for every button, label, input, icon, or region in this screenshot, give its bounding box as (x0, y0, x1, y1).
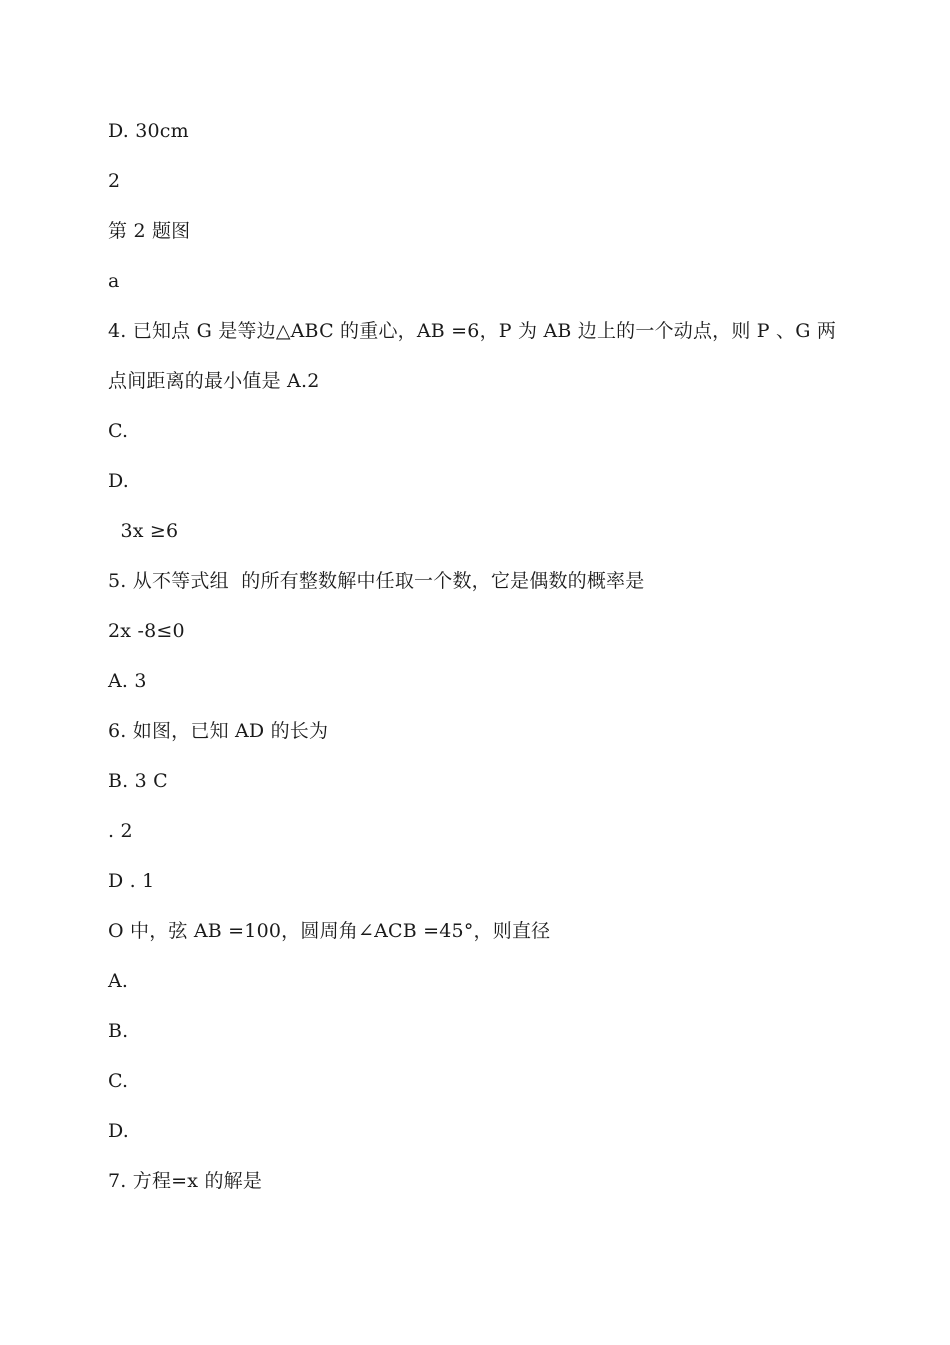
question-6-option-a: A. (108, 970, 129, 992)
text-line-figure-label-a: a (108, 270, 120, 292)
question-7-text: 7. 方程=x 的解是 (108, 1170, 263, 1192)
question-6-text-continued: O 中，弦 AB =100，圆周角∠ACB =45°，则直径 (108, 920, 551, 942)
question-4-option-c: C. (108, 420, 129, 442)
inequality-line-2: 2x -8≤0 (108, 620, 185, 642)
question-5-option-c-value: . 2 (108, 820, 133, 842)
question-6-text: 6. 如图，已知 AD 的长为 (108, 720, 329, 742)
inequality-line-1: 3x ≥6 (108, 520, 179, 542)
question-5-option-b-c: B. 3 C (108, 770, 168, 792)
text-line-figure-number: 2 (108, 170, 121, 192)
question-6-option-c: C. (108, 1070, 129, 1092)
question-4-text: 4. 已知点 G 是等边△ABC 的重心，AB =6，P 为 AB 边上的一个动点，则 P 、G 两 (108, 320, 837, 342)
text-line-option-d-30cm: D. 30cm (108, 120, 189, 142)
question-6-option-b: B. (108, 1020, 129, 1042)
question-5-option-d: D . 1 (108, 870, 155, 892)
question-4-text-continued: 点间距离的最小值是 A.2 (108, 370, 320, 392)
question-6-option-d: D. (108, 1120, 129, 1142)
question-5-text: 5. 从不等式组 的所有整数解中任取一个数，它是偶数的概率是 (108, 570, 645, 592)
question-5-option-a: A. 3 (108, 670, 147, 692)
question-4-option-d: D. (108, 470, 129, 492)
text-line-figure-caption: 第 2 题图 (108, 220, 191, 242)
